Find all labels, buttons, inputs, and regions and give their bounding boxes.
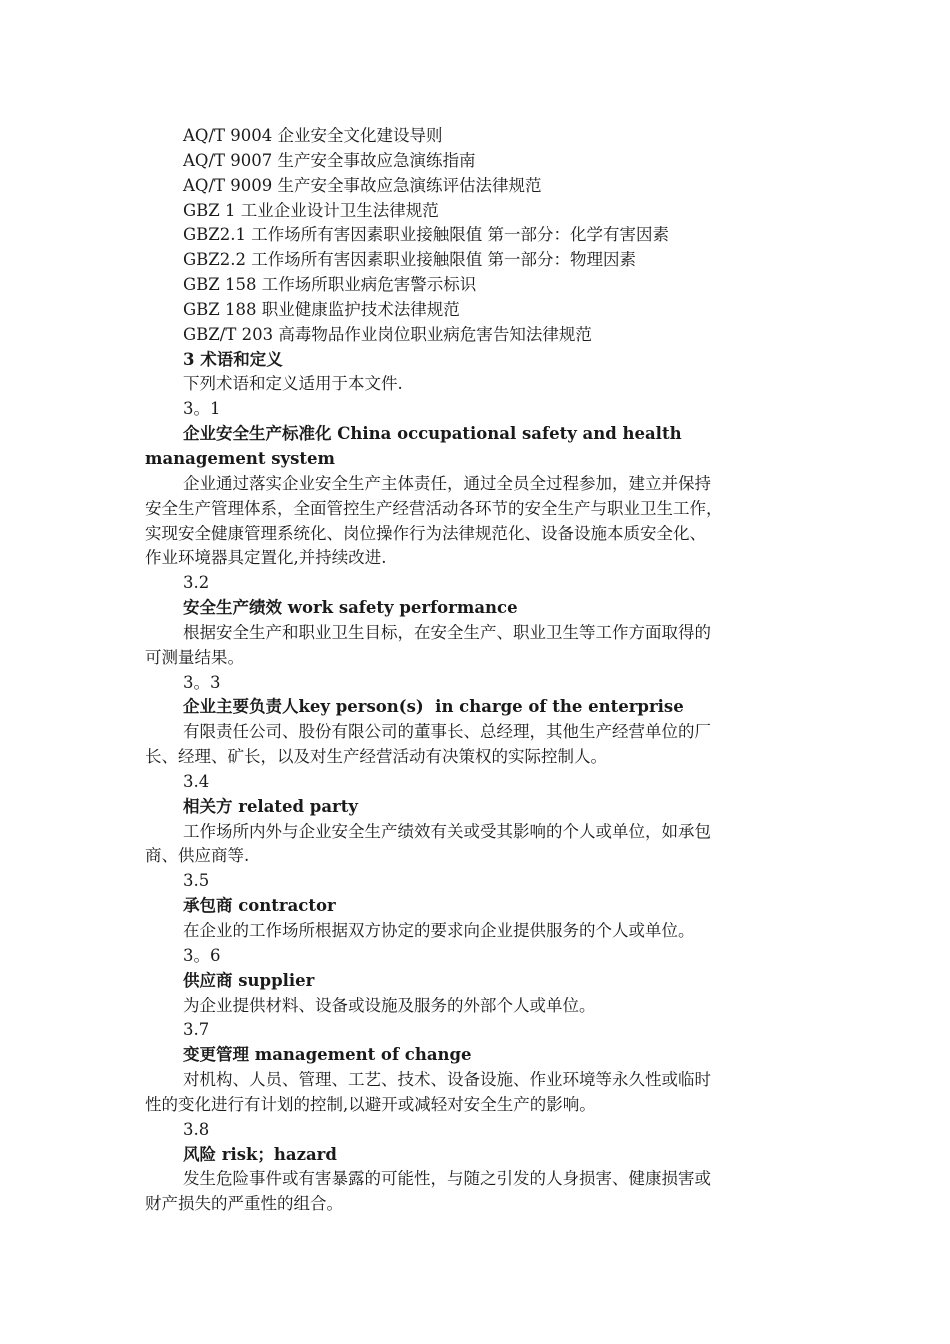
term-definition-line: 根据安全生产和职业卫生目标，在安全生产、职业卫生等工作方面取得的 — [183, 622, 711, 642]
term-title: 供应商 supplier — [183, 970, 315, 990]
reference-item: GBZ2.1 工作场所有害因素职业接触限值 第一部分：化学有害因素 — [183, 225, 670, 245]
term-entry — [145, 770, 805, 869]
reference-item: GBZ 188 职业健康监护技术法律规范 — [183, 299, 460, 319]
reference-item: AQ/T 9009 生产安全事故应急演练评估法律规范 — [183, 175, 542, 195]
term-entry — [145, 944, 805, 1019]
term-definition-line: 发生危险事件或有害暴露的可能性，与随之引发的人身损害、健康损害或 — [183, 1169, 711, 1189]
term-number: 3.5 — [183, 871, 210, 891]
term-definition-line: 为企业提供材料、设备或设施及服务的外部个人或单位。 — [183, 995, 596, 1015]
term-number: 3.2 — [183, 573, 210, 593]
term-title: 承包商 contractor — [183, 896, 336, 916]
term-title: 风险 risk；hazard — [183, 1144, 337, 1164]
term-definition-line: 可测量结果。 — [145, 647, 244, 667]
section-heading: 3 术语和定义 — [183, 349, 283, 369]
term-entry — [145, 397, 805, 571]
term-number: 3.8 — [183, 1119, 210, 1139]
reference-item: GBZ/T 203 高毒物品作业岗位职业病危害告知法律规范 — [183, 324, 592, 344]
term-number: 3.7 — [183, 1020, 210, 1040]
term-definition-line: 对机构、人员、管理、工艺、技术、设备设施、作业环境等永久性或临时 — [183, 1070, 711, 1090]
term-number: 3。1 — [183, 399, 221, 419]
term-definition-line: 企业通过落实企业安全生产主体责任，通过全员全过程参加，建立并保持 — [183, 473, 711, 493]
term-definition-line: 工作场所内外与企业安全生产绩效有关或受其影响的个人或单位，如承包 — [183, 821, 711, 841]
term-entry — [145, 671, 805, 770]
reference-item: GBZ 1 工业企业设计卫生法律规范 — [183, 200, 439, 220]
term-definition-line: 商、供应商等. — [145, 846, 250, 866]
term-title: 企业安全生产标准化 China occupational safety and health — [183, 424, 682, 444]
term-title: 安全生产绩效 work safety performance — [183, 598, 518, 618]
term-definition-line: 财产损失的严重性的组合。 — [145, 1194, 343, 1214]
term-definition-line: 安全生产管理体系，全面管控生产经营活动各环节的安全生产与职业卫生工作， — [145, 498, 723, 518]
reference-list — [145, 124, 805, 348]
term-title: 相关方 related party — [183, 796, 358, 816]
term-definition-line: 性的变化进行有计划的控制,以避开或减轻对安全生产的影响。 — [145, 1094, 596, 1114]
term-definition-line: 实现安全健康管理系统化、岗位操作行为法律规范化、设备设施本质安全化、 — [145, 523, 706, 543]
section-intro: 下列术语和定义适用于本文件. — [183, 374, 403, 394]
term-number: 3。6 — [183, 945, 221, 965]
reference-item: GBZ 158 工作场所职业病危害警示标识 — [183, 275, 477, 295]
term-definition-line: 有限责任公司、股份有限公司的董事长、总经理，其他生产经营单位的厂 — [183, 722, 711, 742]
term-entry — [145, 1118, 805, 1217]
term-title: 企业主要负责人key person(s) in charge of the enterprise — [183, 697, 684, 717]
term-entry — [145, 869, 805, 944]
term-title: 变更管理 management of change — [183, 1045, 472, 1065]
term-definition-line: 在企业的工作场所根据双方协定的要求向企业提供服务的个人或单位。 — [183, 921, 695, 940]
reference-item: GBZ2.2 工作场所有害因素职业接触限值 第一部分：物理因素 — [183, 250, 637, 270]
reference-item: AQ/T 9007 生产安全事故应急演练指南 — [183, 150, 476, 170]
term-number: 3。3 — [183, 672, 221, 692]
term-entry — [145, 1018, 805, 1117]
term-definition-line: 作业环境器具定置化,并持续改进. — [145, 548, 387, 568]
document-body — [145, 124, 805, 1217]
term-definition-line: 长、经理、矿长，以及对生产经营活动有决策权的实际控制人。 — [145, 747, 607, 767]
term-title-continued: management system — [145, 448, 335, 468]
term-number: 3.4 — [183, 771, 210, 791]
term-entry — [145, 571, 805, 670]
reference-item: AQ/T 9004 企业安全文化建设导则 — [183, 126, 443, 145]
